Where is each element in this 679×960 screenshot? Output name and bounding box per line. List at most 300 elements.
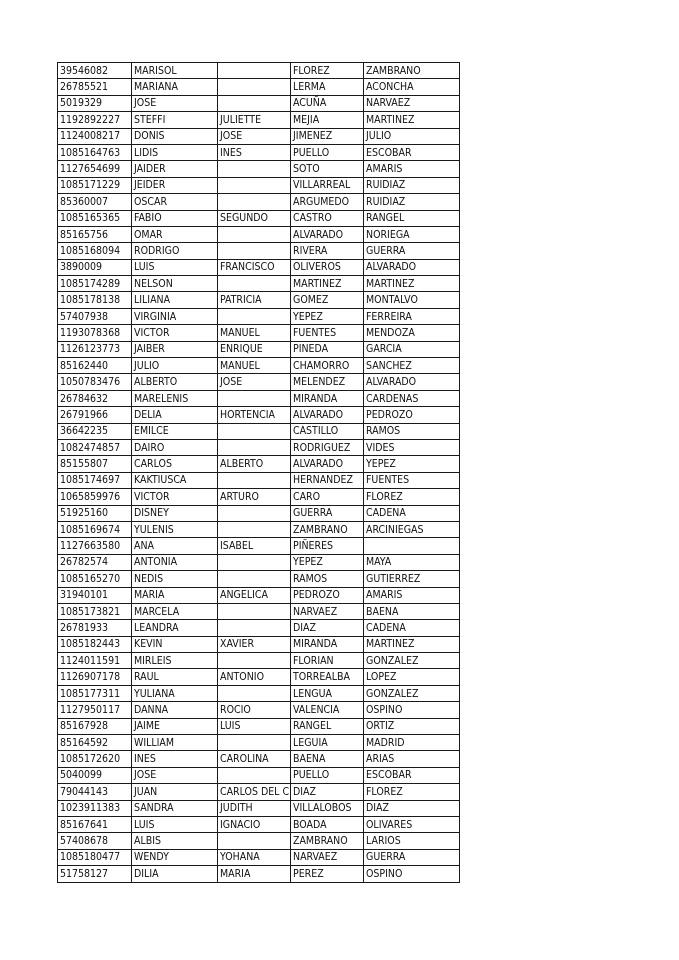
first-name-cell: ALBIS <box>132 833 218 849</box>
middle-name-cell: IGNACIO <box>218 816 291 832</box>
id-cell: 1085164763 <box>58 144 132 160</box>
second-surname-cell: ARCINIEGAS <box>364 521 460 537</box>
middle-name-cell: YOHANA <box>218 849 291 865</box>
table-row <box>58 374 460 390</box>
first-name-cell: LUIS <box>132 259 218 275</box>
first-name-cell: YULIANA <box>132 685 218 701</box>
id-cell: 1085165270 <box>58 571 132 587</box>
table-row <box>58 718 460 734</box>
table-row <box>58 669 460 685</box>
people-table <box>57 62 460 883</box>
table-row <box>58 571 460 587</box>
second-surname-cell: ALVARADO <box>364 259 460 275</box>
first-surname-cell: LERMA <box>291 79 364 95</box>
id-cell: 1085169674 <box>58 521 132 537</box>
id-cell: 51758127 <box>58 866 132 882</box>
middle-name-cell: ISABEL <box>218 538 291 554</box>
second-surname-cell: MADRID <box>364 735 460 751</box>
first-name-cell: VICTOR <box>132 325 218 341</box>
id-cell: 5019329 <box>58 95 132 111</box>
first-surname-cell: ACUÑA <box>291 95 364 111</box>
middle-name-cell <box>218 226 291 242</box>
middle-name-cell <box>218 63 291 79</box>
id-cell: 26782574 <box>58 554 132 570</box>
middle-name-cell: ANTONIO <box>218 669 291 685</box>
second-surname-cell: SANCHEZ <box>364 358 460 374</box>
middle-name-cell: MANUEL <box>218 325 291 341</box>
id-cell: 1085174697 <box>58 472 132 488</box>
first-surname-cell: PUELLO <box>291 144 364 160</box>
table-row <box>58 735 460 751</box>
first-name-cell: KEVIN <box>132 636 218 652</box>
id-cell: 31940101 <box>58 587 132 603</box>
table-row <box>58 226 460 242</box>
first-surname-cell: NARVAEZ <box>291 849 364 865</box>
first-surname-cell: GOMEZ <box>291 292 364 308</box>
middle-name-cell <box>218 685 291 701</box>
second-surname-cell: ARIAS <box>364 751 460 767</box>
table-row <box>58 194 460 210</box>
first-name-cell: MIRLEIS <box>132 653 218 669</box>
middle-name-cell <box>218 767 291 783</box>
second-surname-cell: GONZALEZ <box>364 653 460 669</box>
table-row <box>58 456 460 472</box>
middle-name-cell <box>218 423 291 439</box>
middle-name-cell <box>218 833 291 849</box>
second-surname-cell: FLOREZ <box>364 784 460 800</box>
middle-name-cell <box>218 79 291 95</box>
second-surname-cell: GONZALEZ <box>364 685 460 701</box>
first-surname-cell: BOADA <box>291 816 364 832</box>
second-surname-cell: FERREIRA <box>364 308 460 324</box>
second-surname-cell: NORIEGA <box>364 226 460 242</box>
table-row <box>58 472 460 488</box>
id-cell: 51925160 <box>58 505 132 521</box>
middle-name-cell <box>218 177 291 193</box>
middle-name-cell: JOSE <box>218 128 291 144</box>
first-name-cell: DILIA <box>132 866 218 882</box>
first-surname-cell: YEPEZ <box>291 308 364 324</box>
id-cell: 85167928 <box>58 718 132 734</box>
first-name-cell: JOSE <box>132 767 218 783</box>
id-cell: 1126123773 <box>58 341 132 357</box>
second-surname-cell <box>364 538 460 554</box>
first-surname-cell: MIRANDA <box>291 636 364 652</box>
first-surname-cell: CASTRO <box>291 210 364 226</box>
first-surname-cell: CHAMORRO <box>291 358 364 374</box>
middle-name-cell <box>218 276 291 292</box>
first-name-cell: OMAR <box>132 226 218 242</box>
id-cell: 1050783476 <box>58 374 132 390</box>
table-row <box>58 112 460 128</box>
id-cell: 1085171229 <box>58 177 132 193</box>
second-surname-cell: LARIOS <box>364 833 460 849</box>
middle-name-cell <box>218 620 291 636</box>
id-cell: 1124008217 <box>58 128 132 144</box>
first-name-cell: JULIO <box>132 358 218 374</box>
first-surname-cell: OLIVEROS <box>291 259 364 275</box>
table-row <box>58 407 460 423</box>
id-cell: 1085180477 <box>58 849 132 865</box>
table-row <box>58 702 460 718</box>
first-surname-cell: PUELLO <box>291 767 364 783</box>
first-surname-cell: TORREALBA <box>291 669 364 685</box>
table-row <box>58 341 460 357</box>
table-row <box>58 620 460 636</box>
first-name-cell: DISNEY <box>132 505 218 521</box>
id-cell: 57407938 <box>58 308 132 324</box>
table-row <box>58 489 460 505</box>
id-cell: 85165756 <box>58 226 132 242</box>
table-row <box>58 390 460 406</box>
first-name-cell: MARIANA <box>132 79 218 95</box>
middle-name-cell: FRANCISCO <box>218 259 291 275</box>
middle-name-cell <box>218 554 291 570</box>
first-name-cell: JAIBER <box>132 341 218 357</box>
table-row <box>58 128 460 144</box>
id-cell: 1065859976 <box>58 489 132 505</box>
first-name-cell: LUIS <box>132 816 218 832</box>
first-surname-cell: PIÑERES <box>291 538 364 554</box>
id-cell: 1127654699 <box>58 161 132 177</box>
table-row <box>58 521 460 537</box>
id-cell: 1085173821 <box>58 603 132 619</box>
id-cell: 1085172620 <box>58 751 132 767</box>
table-row <box>58 800 460 816</box>
id-cell: 85162440 <box>58 358 132 374</box>
table-row <box>58 63 460 79</box>
id-cell: 26791966 <box>58 407 132 423</box>
second-surname-cell: OLIVARES <box>364 816 460 832</box>
id-cell: 1085178138 <box>58 292 132 308</box>
second-surname-cell: RUIDIAZ <box>364 194 460 210</box>
second-surname-cell: OSPINO <box>364 866 460 882</box>
table-row <box>58 866 460 882</box>
second-surname-cell: AMARIS <box>364 587 460 603</box>
second-surname-cell: CADENA <box>364 620 460 636</box>
id-cell: 1085182443 <box>58 636 132 652</box>
middle-name-cell: JULIETTE <box>218 112 291 128</box>
second-surname-cell: RAMOS <box>364 423 460 439</box>
id-cell: 1127950117 <box>58 702 132 718</box>
middle-name-cell <box>218 308 291 324</box>
id-cell: 5040099 <box>58 767 132 783</box>
middle-name-cell <box>218 521 291 537</box>
table-row <box>58 833 460 849</box>
table-row <box>58 358 460 374</box>
middle-name-cell <box>218 603 291 619</box>
first-name-cell: DONIS <box>132 128 218 144</box>
first-surname-cell: PEDROZO <box>291 587 364 603</box>
first-surname-cell: FUENTES <box>291 325 364 341</box>
first-name-cell: MARELENIS <box>132 390 218 406</box>
table-row <box>58 308 460 324</box>
first-surname-cell: RANGEL <box>291 718 364 734</box>
first-surname-cell: DIAZ <box>291 620 364 636</box>
first-surname-cell: RODRIGUEZ <box>291 439 364 455</box>
middle-name-cell <box>218 472 291 488</box>
table-row <box>58 603 460 619</box>
second-surname-cell: YEPEZ <box>364 456 460 472</box>
first-surname-cell: RAMOS <box>291 571 364 587</box>
second-surname-cell: CADENA <box>364 505 460 521</box>
table-row <box>58 243 460 259</box>
id-cell: 85164592 <box>58 735 132 751</box>
first-surname-cell: RIVERA <box>291 243 364 259</box>
table-row <box>58 259 460 275</box>
second-surname-cell: CARDENAS <box>364 390 460 406</box>
middle-name-cell: MARIA <box>218 866 291 882</box>
middle-name-cell <box>218 194 291 210</box>
id-cell: 1023911383 <box>58 800 132 816</box>
table-row <box>58 751 460 767</box>
first-name-cell: RODRIGO <box>132 243 218 259</box>
id-cell: 1192892227 <box>58 112 132 128</box>
middle-name-cell: ALBERTO <box>218 456 291 472</box>
middle-name-cell: CARLOS DEL C <box>218 784 291 800</box>
second-surname-cell: DIAZ <box>364 800 460 816</box>
first-surname-cell: MARTINEZ <box>291 276 364 292</box>
first-surname-cell: VILLARREAL <box>291 177 364 193</box>
first-surname-cell: VALENCIA <box>291 702 364 718</box>
table-row <box>58 636 460 652</box>
first-name-cell: VICTOR <box>132 489 218 505</box>
first-name-cell: DELIA <box>132 407 218 423</box>
table-row <box>58 325 460 341</box>
second-surname-cell: NARVAEZ <box>364 95 460 111</box>
first-surname-cell: SOTO <box>291 161 364 177</box>
first-surname-cell: PINEDA <box>291 341 364 357</box>
table-row <box>58 653 460 669</box>
id-cell: 39546082 <box>58 63 132 79</box>
table-row <box>58 685 460 701</box>
second-surname-cell: GUTIERREZ <box>364 571 460 587</box>
middle-name-cell <box>218 735 291 751</box>
first-name-cell: JAIDER <box>132 161 218 177</box>
first-name-cell: ANTONIA <box>132 554 218 570</box>
first-name-cell: LEANDRA <box>132 620 218 636</box>
first-name-cell: WILLIAM <box>132 735 218 751</box>
id-cell: 26785521 <box>58 79 132 95</box>
second-surname-cell: RUIDIAZ <box>364 177 460 193</box>
table-row <box>58 95 460 111</box>
second-surname-cell: ACONCHA <box>364 79 460 95</box>
first-surname-cell: ZAMBRANO <box>291 833 364 849</box>
id-cell: 85167641 <box>58 816 132 832</box>
first-surname-cell: CASTILLO <box>291 423 364 439</box>
id-cell: 1193078368 <box>58 325 132 341</box>
id-cell: 1082474857 <box>58 439 132 455</box>
second-surname-cell: BAENA <box>364 603 460 619</box>
middle-name-cell <box>218 505 291 521</box>
middle-name-cell <box>218 439 291 455</box>
second-surname-cell: LOPEZ <box>364 669 460 685</box>
second-surname-cell: OSPINO <box>364 702 460 718</box>
first-surname-cell: HERNANDEZ <box>291 472 364 488</box>
middle-name-cell: ROCIO <box>218 702 291 718</box>
id-cell: 79044143 <box>58 784 132 800</box>
table-row <box>58 144 460 160</box>
first-surname-cell: CARO <box>291 489 364 505</box>
first-surname-cell: PEREZ <box>291 866 364 882</box>
table-row <box>58 423 460 439</box>
second-surname-cell: GUERRA <box>364 849 460 865</box>
first-name-cell: SANDRA <box>132 800 218 816</box>
people-table-body <box>58 63 460 883</box>
table-row <box>58 161 460 177</box>
first-name-cell: JAIME <box>132 718 218 734</box>
first-surname-cell: FLOREZ <box>291 63 364 79</box>
id-cell: 1085165365 <box>58 210 132 226</box>
first-surname-cell: ALVARADO <box>291 456 364 472</box>
id-cell: 1085168094 <box>58 243 132 259</box>
table-row <box>58 554 460 570</box>
first-name-cell: INES <box>132 751 218 767</box>
first-name-cell: CARLOS <box>132 456 218 472</box>
first-name-cell: MARCELA <box>132 603 218 619</box>
first-surname-cell: BAENA <box>291 751 364 767</box>
first-name-cell: YULENIS <box>132 521 218 537</box>
second-surname-cell: PEDROZO <box>364 407 460 423</box>
first-name-cell: DANNA <box>132 702 218 718</box>
second-surname-cell: MONTALVO <box>364 292 460 308</box>
id-cell: 1085174289 <box>58 276 132 292</box>
first-surname-cell: LENGUA <box>291 685 364 701</box>
second-surname-cell: MAYA <box>364 554 460 570</box>
first-name-cell: JUAN <box>132 784 218 800</box>
id-cell: 1124011591 <box>58 653 132 669</box>
second-surname-cell: FLOREZ <box>364 489 460 505</box>
second-surname-cell: ZAMBRANO <box>364 63 460 79</box>
first-surname-cell: NARVAEZ <box>291 603 364 619</box>
table-row <box>58 816 460 832</box>
first-surname-cell: ZAMBRANO <box>291 521 364 537</box>
first-name-cell: OSCAR <box>132 194 218 210</box>
second-surname-cell: JULIO <box>364 128 460 144</box>
table-row <box>58 79 460 95</box>
table-row <box>58 439 460 455</box>
first-surname-cell: FLORIAN <box>291 653 364 669</box>
id-cell: 1126907178 <box>58 669 132 685</box>
first-name-cell: JEIDER <box>132 177 218 193</box>
first-name-cell: ALBERTO <box>132 374 218 390</box>
first-name-cell: MARIA <box>132 587 218 603</box>
table-row <box>58 177 460 193</box>
first-surname-cell: MIRANDA <box>291 390 364 406</box>
first-surname-cell: ALVARADO <box>291 407 364 423</box>
second-surname-cell: MARTINEZ <box>364 636 460 652</box>
second-surname-cell: ESCOBAR <box>364 144 460 160</box>
first-name-cell: EMILCE <box>132 423 218 439</box>
id-cell: 1085177311 <box>58 685 132 701</box>
table-row <box>58 849 460 865</box>
id-cell: 57408678 <box>58 833 132 849</box>
middle-name-cell <box>218 390 291 406</box>
second-surname-cell: ESCOBAR <box>364 767 460 783</box>
id-cell: 1127663580 <box>58 538 132 554</box>
middle-name-cell <box>218 161 291 177</box>
second-surname-cell: MARTINEZ <box>364 276 460 292</box>
first-name-cell: WENDY <box>132 849 218 865</box>
first-name-cell: MARISOL <box>132 63 218 79</box>
first-surname-cell: ALVARADO <box>291 226 364 242</box>
first-surname-cell: MEJIA <box>291 112 364 128</box>
first-name-cell: NEDIS <box>132 571 218 587</box>
first-surname-cell: LEGUIA <box>291 735 364 751</box>
middle-name-cell <box>218 95 291 111</box>
table-row <box>58 505 460 521</box>
middle-name-cell: ENRIQUE <box>218 341 291 357</box>
second-surname-cell: ALVARADO <box>364 374 460 390</box>
second-surname-cell: AMARIS <box>364 161 460 177</box>
first-name-cell: LIDIS <box>132 144 218 160</box>
first-name-cell: JOSE <box>132 95 218 111</box>
middle-name-cell <box>218 243 291 259</box>
table-row <box>58 538 460 554</box>
id-cell: 85360007 <box>58 194 132 210</box>
middle-name-cell: ARTURO <box>218 489 291 505</box>
middle-name-cell: XAVIER <box>218 636 291 652</box>
first-name-cell: ANA <box>132 538 218 554</box>
table-row <box>58 210 460 226</box>
table-row <box>58 587 460 603</box>
first-name-cell: FABIO <box>132 210 218 226</box>
middle-name-cell: LUIS <box>218 718 291 734</box>
first-surname-cell: DIAZ <box>291 784 364 800</box>
table-row <box>58 292 460 308</box>
middle-name-cell: INES <box>218 144 291 160</box>
first-name-cell: KAKTIUSCA <box>132 472 218 488</box>
first-surname-cell: JIMENEZ <box>291 128 364 144</box>
id-cell: 3890009 <box>58 259 132 275</box>
table-row <box>58 276 460 292</box>
first-surname-cell: VILLALOBOS <box>291 800 364 816</box>
id-cell: 36642235 <box>58 423 132 439</box>
first-surname-cell: YEPEZ <box>291 554 364 570</box>
middle-name-cell: CAROLINA <box>218 751 291 767</box>
first-name-cell: DAIRO <box>132 439 218 455</box>
table-row <box>58 784 460 800</box>
second-surname-cell: MARTINEZ <box>364 112 460 128</box>
middle-name-cell: PATRICIA <box>218 292 291 308</box>
middle-name-cell: JUDITH <box>218 800 291 816</box>
second-surname-cell: FUENTES <box>364 472 460 488</box>
middle-name-cell: SEGUNDO <box>218 210 291 226</box>
first-name-cell: NELSON <box>132 276 218 292</box>
first-surname-cell: ARGUMEDO <box>291 194 364 210</box>
second-surname-cell: ORTIZ <box>364 718 460 734</box>
middle-name-cell <box>218 571 291 587</box>
middle-name-cell <box>218 653 291 669</box>
second-surname-cell: MENDOZA <box>364 325 460 341</box>
second-surname-cell: RANGEL <box>364 210 460 226</box>
first-surname-cell: MELENDEZ <box>291 374 364 390</box>
first-name-cell: RAUL <box>132 669 218 685</box>
middle-name-cell: HORTENCIA <box>218 407 291 423</box>
id-cell: 26781933 <box>58 620 132 636</box>
first-name-cell: LILIANA <box>132 292 218 308</box>
middle-name-cell: JOSE <box>218 374 291 390</box>
middle-name-cell: MANUEL <box>218 358 291 374</box>
first-surname-cell: GUERRA <box>291 505 364 521</box>
middle-name-cell: ANGELICA <box>218 587 291 603</box>
second-surname-cell: GARCIA <box>364 341 460 357</box>
second-surname-cell: VIDES <box>364 439 460 455</box>
id-cell: 26784632 <box>58 390 132 406</box>
first-name-cell: STEFFI <box>132 112 218 128</box>
second-surname-cell: GUERRA <box>364 243 460 259</box>
id-cell: 85155807 <box>58 456 132 472</box>
